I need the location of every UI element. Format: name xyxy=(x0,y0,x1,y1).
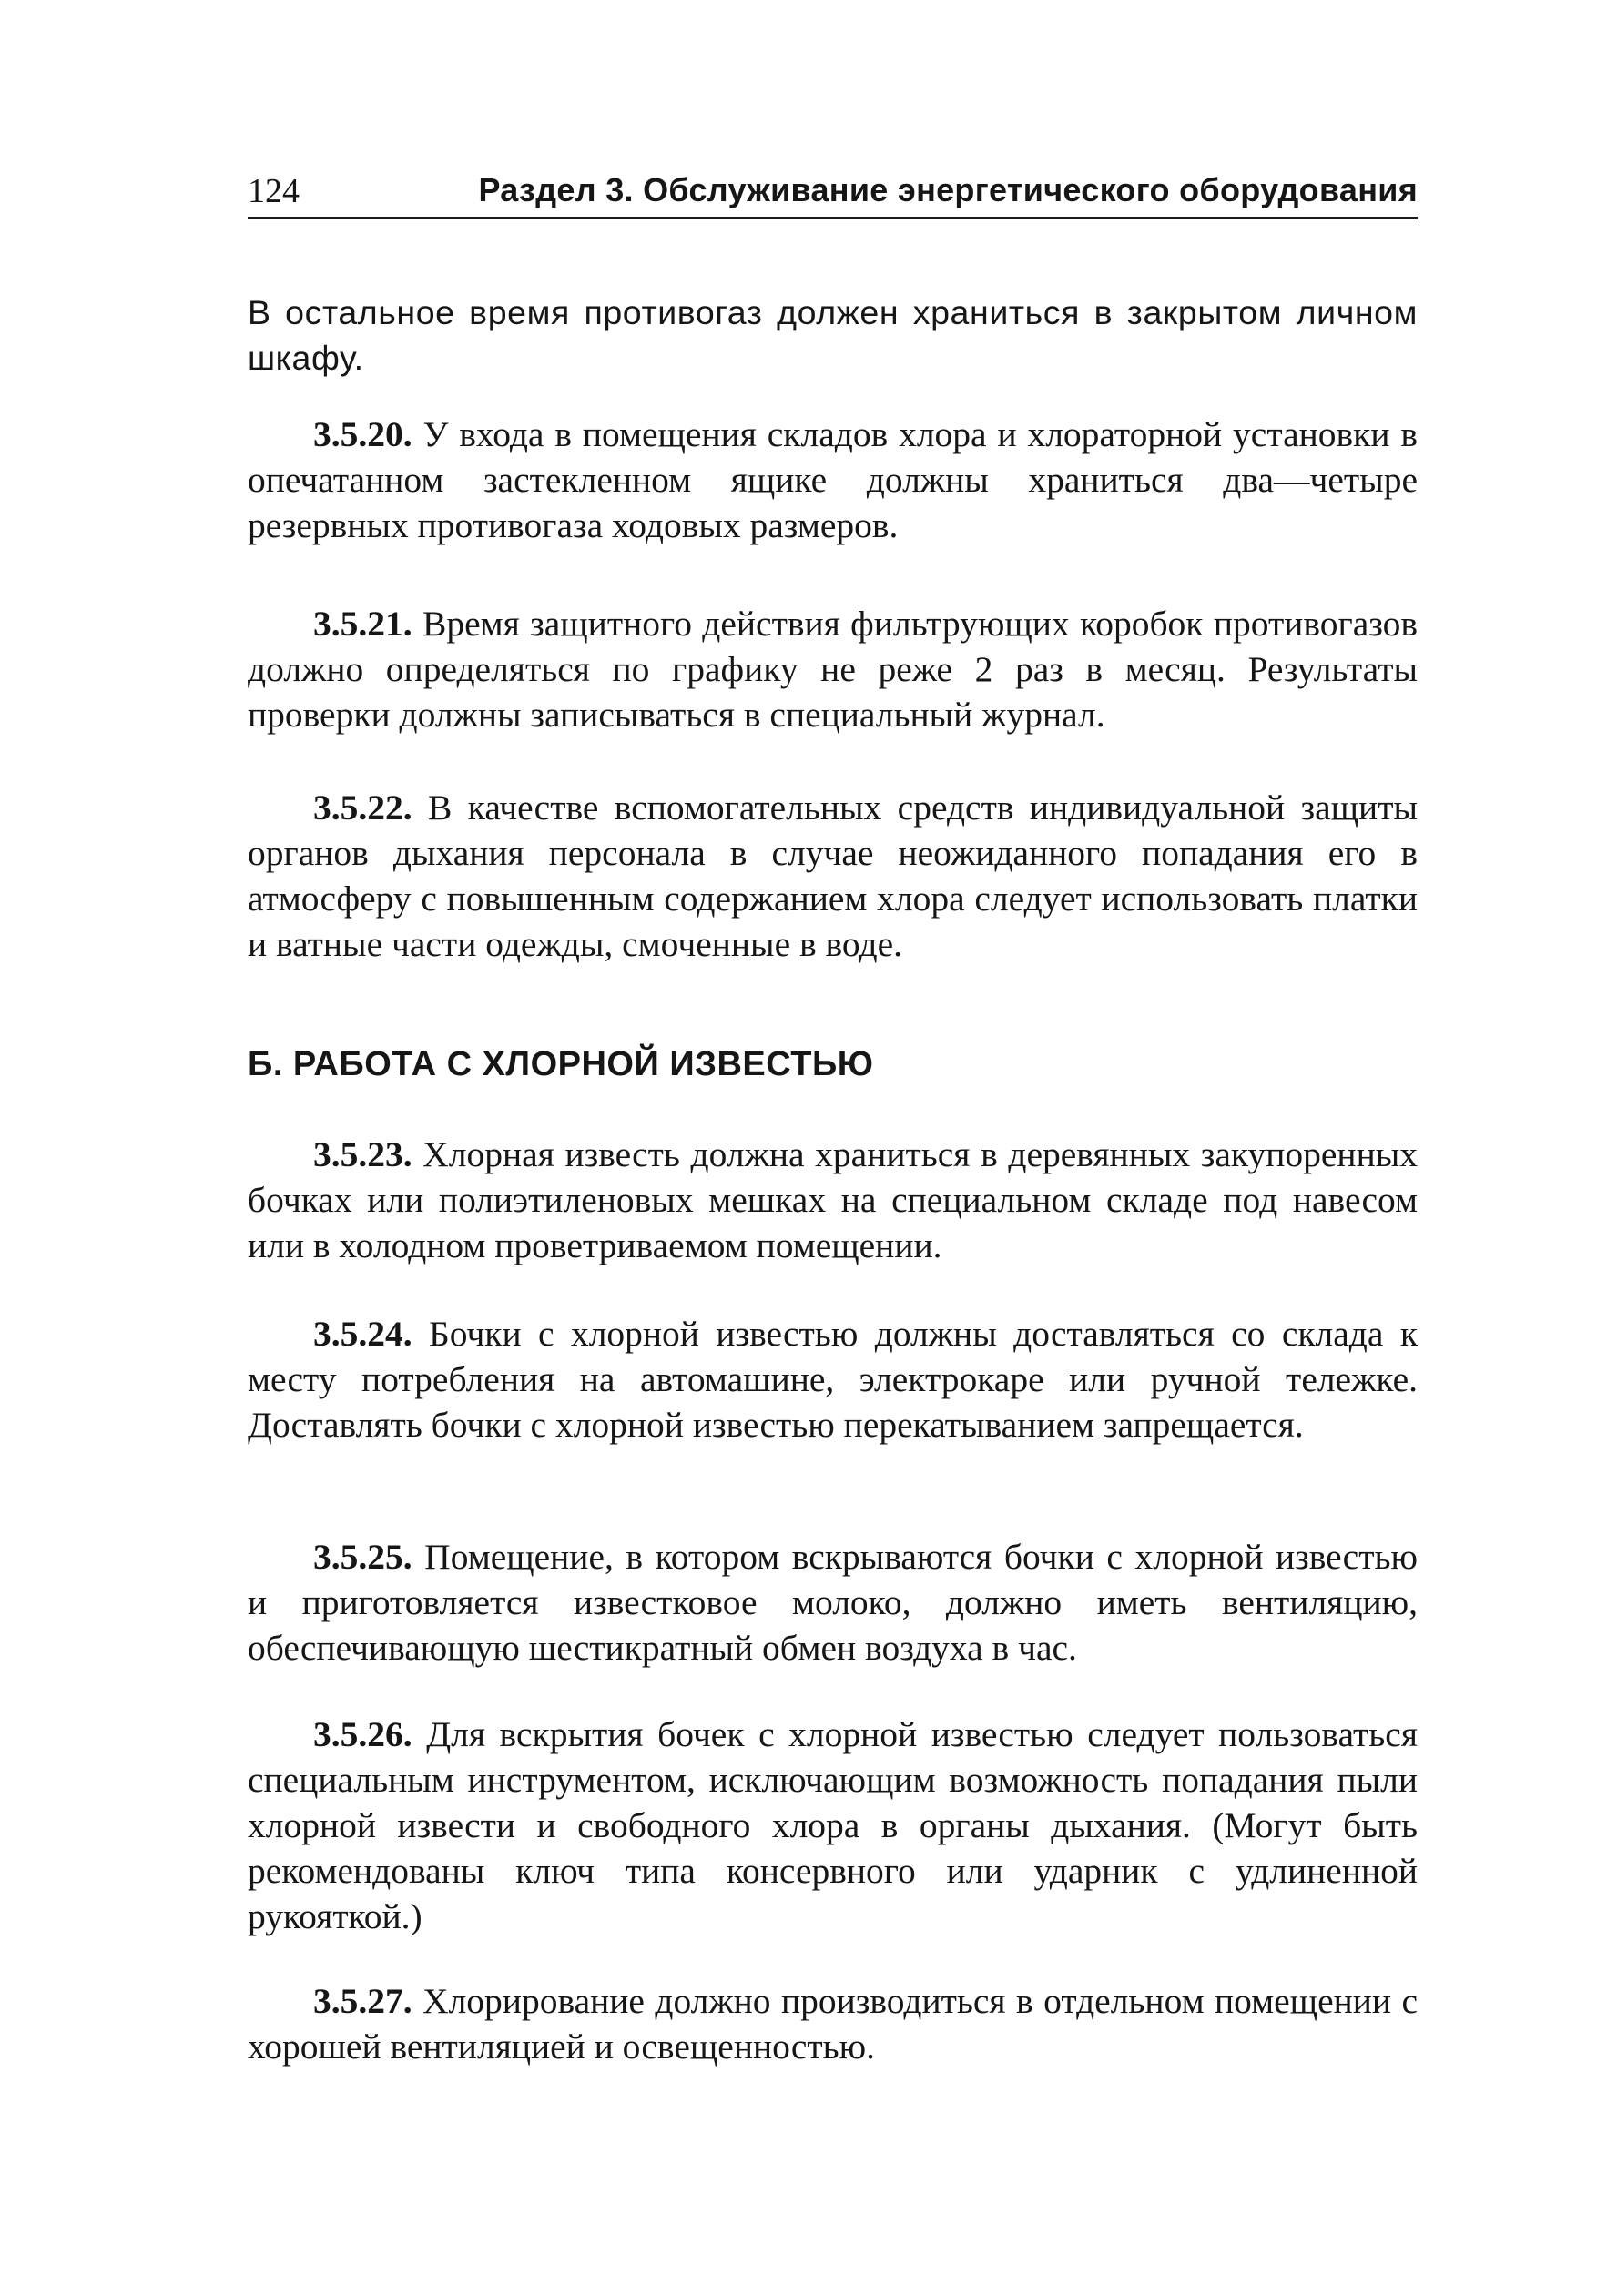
paragraph-3-5-20 xyxy=(248,411,1418,548)
paragraph-number: 3.5.27. xyxy=(313,1981,412,2021)
paragraph-number: 3.5.25. xyxy=(313,1537,412,1577)
paragraph-number: 3.5.21. xyxy=(313,604,412,644)
paragraph-text: Время защитного действия фильтрующих коробок противогазов должно определяться по графику не реже 2 раз в месяц. Результаты проверки должны записываться в специальный журнал. xyxy=(248,604,1418,735)
paragraph-3-5-22 xyxy=(248,785,1418,967)
paragraph-text: Бочки с хлорной известью должны доставляться со склада к месту потребления на автомашине, электрокаре или ручной тележке. Доставлять бочки с хлорной известью перекатыванием запрещается. xyxy=(248,1314,1419,1445)
paragraph-text: В качестве вспомогательных средств индивидуальной защиты органов дыхания персонала в случае неожиданного попадания его в атмосферу с повышенным содержанием хлора следует использовать платки и ватные части одежды, смоченные в воде. xyxy=(248,787,1418,964)
running-header xyxy=(248,169,1418,219)
section-title: Раздел 3. Обслуживание энергетического оборудования xyxy=(478,171,1418,208)
paragraph-number: 3.5.26. xyxy=(313,1714,412,1754)
paragraph-number: 3.5.23. xyxy=(313,1134,412,1174)
paragraph-text: Хлорная известь должна храниться в деревянных закупоренных бочках или полиэтиленовых мешках на специальном складе под навесом или в холодном проветриваемом помещении. xyxy=(248,1134,1419,1265)
paragraph-text: У входа в помещения складов хлора и хлораторной установки в опечатанном застекленном ящике должны храниться два—четыре резервных противогаза ходовых размеров. xyxy=(248,414,1419,545)
subheading-chlorine-lime: Б. РАБОТА С ХЛОРНОЙ ИЗВЕСТЬЮ xyxy=(248,1045,874,1083)
paragraph-3-5-26 xyxy=(248,1712,1418,1939)
paragraph-text: Помещение, в котором вскрываются бочки с хлорной известью и приготовляется известковое молоко, должно иметь вентиляцию, обеспечивающую шестикратный обмен воздуха в час. xyxy=(248,1537,1419,1668)
paragraph-number: 3.5.22. xyxy=(313,787,412,828)
paragraph-3-5-27 xyxy=(248,1978,1418,2069)
paragraph-3-5-25 xyxy=(248,1534,1418,1671)
paragraph-number: 3.5.20. xyxy=(313,414,412,454)
paragraph-text: Для вскрытия бочек с хлорной известью следует пользоваться специальным инструментом, исключающим возможность попадания пыли хлорной извести и свободного хлора в органы дыхания. (Могут быть рекомендованы ключ типа консервного или ударник с удлиненной рукояткой.) xyxy=(248,1714,1419,1936)
page-number: 124 xyxy=(248,172,300,210)
paragraph-number: 3.5.24. xyxy=(313,1314,412,1354)
paragraph-3-5-21 xyxy=(248,601,1418,737)
paragraph-text: Хлорирование должно производиться в отдельном помещении с хорошей вентиляцией и освещенностью. xyxy=(248,1981,1418,2067)
paragraph-3-5-24 xyxy=(248,1311,1418,1448)
intro-paragraph: В остальное время противогаз должен храниться в закрытом личном шкафу. xyxy=(248,293,1418,377)
paragraph-3-5-23 xyxy=(248,1132,1418,1268)
